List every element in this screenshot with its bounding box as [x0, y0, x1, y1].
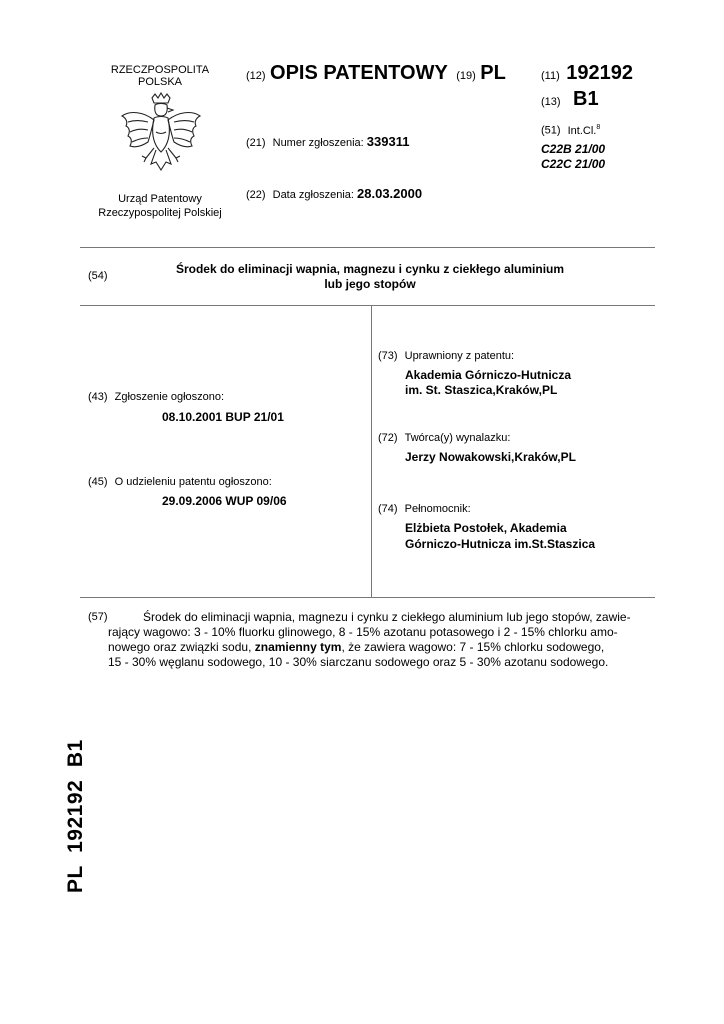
patent-office-name	[90, 192, 230, 220]
intcl-class-1: C22B 21/00	[541, 142, 606, 156]
eagle-emblem-icon	[118, 92, 204, 180]
proprietor-line2: im. St. Staszica,Kraków,PL	[405, 383, 558, 397]
grant-row	[88, 476, 272, 488]
code-73: (73)	[378, 350, 398, 362]
kind-code: B1	[573, 88, 599, 110]
inventor-row	[378, 432, 510, 444]
abstract-line3	[108, 640, 643, 655]
patent-number-row	[541, 62, 633, 85]
country-line1: RZECZPOSPOLITA	[110, 64, 210, 76]
title-line2: lub jego stopów	[324, 277, 416, 291]
code-45: (45)	[88, 476, 108, 488]
code-54: (54)	[88, 270, 108, 282]
publication-row	[88, 391, 224, 403]
country-line2: POLSKA	[137, 76, 183, 88]
abstract-line3-end: , że zawiera wagowo: 7 - 15% chlorku sodowego,	[341, 640, 605, 654]
divider-title	[80, 305, 655, 306]
intcl-class-2: C22C 21/00	[541, 157, 606, 171]
code-72: (72)	[378, 432, 398, 444]
attorney-line1: Elżbieta Postołek, Akademia	[405, 521, 567, 535]
abstract-text	[108, 610, 643, 670]
invention-title	[150, 262, 590, 292]
country-name	[100, 64, 220, 88]
inventor-label: Twórca(y) wynalazku:	[404, 432, 511, 444]
attorney-label: Pełnomocnik:	[404, 503, 471, 515]
abstract-line4: 15 - 30% węglanu sodowego, 10 - 30% siarczanu sodowego oraz 5 - 30% azotanu sodowego.	[108, 655, 609, 669]
title-line1: Środek do eliminacji wapnia, magnezu i cynku z ciekłego aluminium	[175, 262, 565, 276]
kind-code-row	[541, 88, 599, 111]
grant-label: O udzieleniu patentu ogłoszono:	[114, 476, 272, 488]
code-43: (43)	[88, 391, 108, 403]
side-patent-label: PL 192192 B1	[64, 739, 87, 893]
document-type: OPIS PATENTOWY	[270, 62, 448, 84]
code-74: (74)	[378, 503, 398, 515]
office-line1: Urząd Patentowy	[118, 193, 202, 205]
attorney-line2: Górniczo-Hutnicza im.St.Staszica	[405, 537, 596, 551]
proprietor-value	[405, 368, 571, 398]
application-label: Numer zgłoszenia:	[272, 137, 364, 149]
abstract-line1: Środek do eliminacji wapnia, magnezu i cynku z ciekłego aluminium lub jego stopów, zawie-	[143, 610, 631, 624]
proprietor-label: Uprawniony z patentu:	[404, 350, 515, 362]
abstract-line3-start: nowego oraz związki sodu,	[108, 640, 255, 654]
divider-bottom	[80, 597, 655, 598]
filing-date-row	[246, 186, 422, 201]
proprietor-row	[378, 350, 514, 362]
code-13: (13)	[541, 96, 561, 108]
document-type-row	[246, 62, 506, 85]
attorney-value	[405, 520, 595, 552]
grant-value: 29.09.2006 WUP 09/06	[162, 494, 287, 508]
attorney-row	[378, 503, 471, 515]
column-divider	[371, 305, 372, 597]
filing-label: Data zgłoszenia:	[272, 189, 354, 201]
code-11: (11)	[541, 70, 560, 82]
intcl-edition: 8	[596, 124, 601, 131]
abstract-characterizing-phrase: znamienny tym	[254, 640, 342, 654]
filing-date: 28.03.2000	[357, 186, 423, 201]
proprietor-line1: Akademia Górniczo-Hutnicza	[405, 368, 572, 382]
code-21: (21)	[246, 137, 266, 149]
code-51: (51)	[541, 124, 561, 137]
intcl-classes	[541, 142, 605, 172]
code-22: (22)	[246, 189, 266, 201]
patent-number: 192192	[566, 62, 633, 84]
office-line2: Rzeczypospolitej Polskiej	[98, 207, 222, 219]
intcl-row	[541, 124, 600, 137]
code-19: (19)	[456, 70, 476, 82]
code-12: (12)	[246, 70, 266, 82]
publication-label: Zgłoszenie ogłoszono:	[114, 391, 225, 403]
abstract-line2: rający wagowo: 3 - 10% fluorku glinowego, 8 - 15% azotanu potasowego i 2 - 15% chlorku amo-	[108, 625, 618, 639]
code-57: (57)	[88, 611, 108, 623]
application-number: 339311	[366, 134, 410, 149]
country-code: PL	[480, 62, 506, 84]
intcl-label: Int.Cl.	[567, 124, 597, 137]
application-number-row	[246, 134, 409, 149]
divider-top	[80, 247, 655, 248]
publication-value: 08.10.2001 BUP 21/01	[162, 410, 284, 424]
inventor-value: Jerzy Nowakowski,Kraków,PL	[405, 450, 576, 464]
